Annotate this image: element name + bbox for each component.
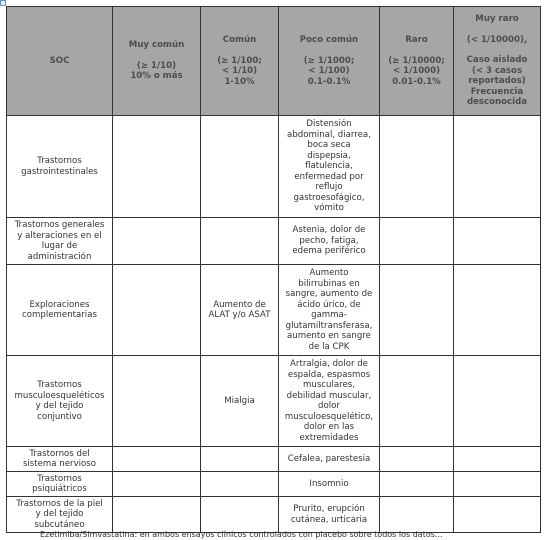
comun-cell: Aumento de ALAT y/o ASAT bbox=[201, 265, 279, 356]
poco-comun-cell: Cefalea, parestesia bbox=[279, 447, 380, 472]
poco-comun-cell: Distensión abdominal, diarrea, boca seca dispepsia, flatulencia, enfermedad por reflujo gastroesofágico, vómito bbox=[279, 116, 380, 218]
footer-caption: Ezetimiba/Simvastatina: en ambos ensayos clínicos controlados con placebo sobre todos los datos... bbox=[40, 530, 443, 539]
soc-cell: Trastornos de la piel y del tejido subcutáneo bbox=[7, 497, 113, 533]
poco-comun-cell: Aumento bilirrubinas en sangre, aumento de ácido úrico, de gamma- glutamiltransferasa, aumento en sangre de la CPK bbox=[279, 265, 380, 356]
poco-comun-cell: Insomnio bbox=[279, 472, 380, 497]
comun-cell bbox=[201, 116, 279, 218]
muy-raro-cell bbox=[454, 447, 541, 472]
header-poco-comun: Poco común (≥ 1/1000; < 1/100) 0.1-0.1% bbox=[279, 7, 380, 116]
muy-comun-cell bbox=[113, 265, 201, 356]
table-row bbox=[7, 447, 541, 472]
muy-raro-cell bbox=[454, 356, 541, 447]
muy-comun-cell bbox=[113, 218, 201, 265]
comun-cell bbox=[201, 472, 279, 497]
raro-cell bbox=[380, 356, 454, 447]
muy-comun-cell bbox=[113, 356, 201, 447]
table-header-row bbox=[7, 7, 541, 116]
header-soc: SOC bbox=[7, 7, 113, 116]
muy-comun-cell bbox=[113, 497, 201, 533]
muy-comun-cell bbox=[113, 472, 201, 497]
raro-cell bbox=[380, 472, 454, 497]
muy-comun-cell bbox=[113, 116, 201, 218]
poco-comun-cell: Prurito, erupción cutánea, urticaria bbox=[279, 497, 380, 533]
adverse-reactions-table bbox=[6, 6, 541, 533]
raro-cell bbox=[380, 218, 454, 265]
muy-raro-cell bbox=[454, 497, 541, 533]
table-row bbox=[7, 265, 541, 356]
comun-cell: Mialgia bbox=[201, 356, 279, 447]
soc-cell: Exploraciones complementarias bbox=[7, 265, 113, 356]
table-row bbox=[7, 497, 541, 533]
soc-cell: Trastornos musculoesqueléticos y del tejido conjuntivo bbox=[7, 356, 113, 447]
header-comun: Común (≥ 1/100; < 1/10) 1-10% bbox=[201, 7, 279, 116]
raro-cell bbox=[380, 116, 454, 218]
muy-raro-cell bbox=[454, 218, 541, 265]
comun-cell bbox=[201, 218, 279, 265]
poco-comun-cell: Artralgia, dolor de espalda, espasmos musculares, debilidad muscular, dolor musculoesquelético, dolor en las extremidades bbox=[279, 356, 380, 447]
muy-raro-cell bbox=[454, 472, 541, 497]
comun-cell bbox=[201, 447, 279, 472]
muy-comun-cell bbox=[113, 447, 201, 472]
comun-cell bbox=[201, 497, 279, 533]
header-raro: Raro (≥ 1/10000; < 1/1000) 0.01-0.1% bbox=[380, 7, 454, 116]
table-row bbox=[7, 116, 541, 218]
soc-cell: Trastornos generales y alteraciones en el lugar de administración bbox=[7, 218, 113, 265]
poco-comun-cell: Astenia, dolor de pecho, fatiga, edema periférico bbox=[279, 218, 380, 265]
table-row bbox=[7, 472, 541, 497]
soc-cell: Trastornos del sistema nervioso bbox=[7, 447, 113, 472]
soc-cell: Trastornos gastrointestinales bbox=[7, 116, 113, 218]
raro-cell bbox=[380, 497, 454, 533]
header-muy-comun: Muy común (≥ 1/10) 10% o más bbox=[113, 7, 201, 116]
soc-cell: Trastornos psiquiátricos bbox=[7, 472, 113, 497]
raro-cell bbox=[380, 447, 454, 472]
muy-raro-cell bbox=[454, 265, 541, 356]
header-muy-raro: Muy raro (< 1/10000), Caso aislado (< 3 casos reportados) Frecuencia desconocida bbox=[454, 7, 541, 116]
table-row bbox=[7, 218, 541, 265]
table-row bbox=[7, 356, 541, 447]
muy-raro-cell bbox=[454, 116, 541, 218]
raro-cell bbox=[380, 265, 454, 356]
